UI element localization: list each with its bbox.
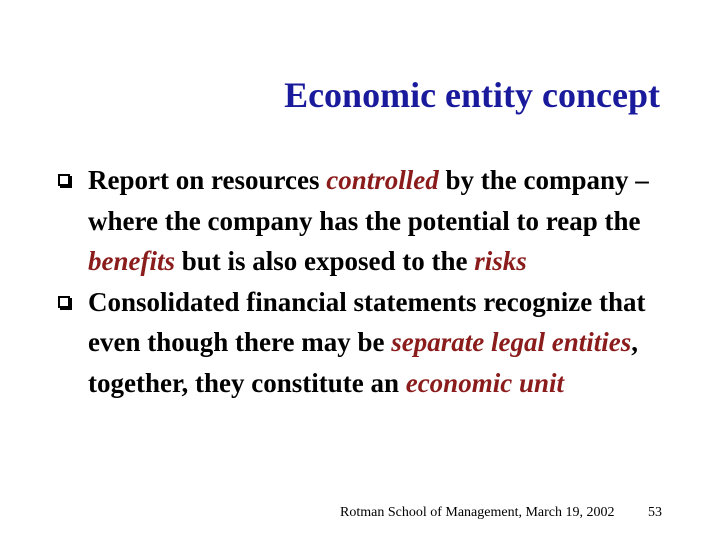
square-bullet-icon — [58, 174, 70, 186]
slide-title: Economic entity concept — [284, 75, 660, 115]
emphasis-text: risks — [474, 246, 527, 276]
bullet-text: Report on resources — [88, 165, 327, 195]
emphasis-text: benefits — [88, 246, 175, 276]
bullet-text: Consolidated financial statements recognize that even though there may be — [88, 286, 646, 357]
bullet-item — [58, 282, 698, 404]
bullet-text: , together, they constitute an — [88, 327, 638, 398]
bullet-text: but is also exposed to the — [175, 246, 475, 276]
emphasis-text: controlled — [326, 165, 439, 195]
emphasis-text: economic unit — [405, 367, 564, 398]
page-number: 53 — [648, 505, 662, 520]
square-bullet-icon — [58, 296, 70, 308]
bullet-list — [58, 160, 698, 403]
emphasis-text: separate legal entities — [391, 327, 632, 357]
slide-footer: Rotman School of Management, March 19, 2002 — [340, 505, 615, 520]
bullet-item — [58, 160, 698, 282]
bullet-text: by the company – where the company has the potential to reap the — [88, 165, 649, 236]
